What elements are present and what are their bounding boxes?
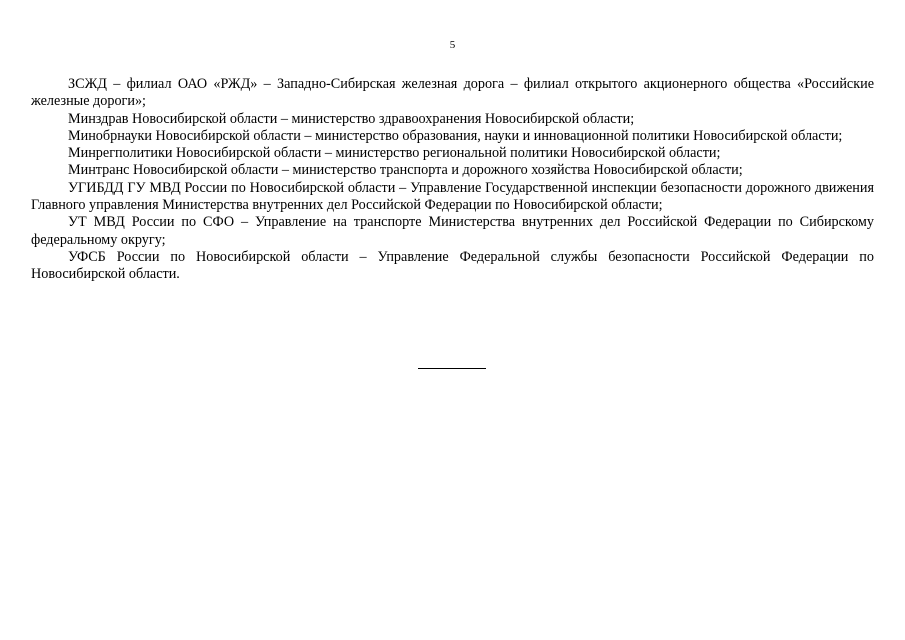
- paragraph-mintrans: Минтранс Новосибирской области – министерство транспорта и дорожного хозяйства Новосибирской области;: [68, 162, 743, 179]
- paragraph-zszhd: ЗСЖД – филиал ОАО «РЖД» – Западно-Сибирская железная дорога – филиал открытого акционерного общества «Российские железные дороги»;: [31, 76, 874, 110]
- paragraph-minzdrav: Минздрав Новосибирской области – министерство здравоохранения Новосибирской области;: [68, 110, 635, 127]
- paragraph-minregpolitiki: Минрегполитики Новосибирской области – министерство региональной политики Новосибирской области;: [68, 145, 721, 162]
- paragraph-ugibdd: УГИБДД ГУ МВД России по Новосибирской области – Управление Государственной инспекции безопасности дорожного движения Главного управления Министерства внутренних дел Российской Федерации по Новосибирской области;: [31, 179, 874, 214]
- abbreviations-list: [31, 76, 874, 284]
- paragraph-ufsb: УФСБ России по Новосибирской области – Управление Федеральной службы безопасности Российской Федерации по Новосибирской области.: [31, 248, 874, 283]
- end-rule: [418, 368, 486, 369]
- paragraph-ut-mvd: УТ МВД России по СФО – Управление на транспорте Министерства внутренних дел Российской Федерации по Сибирскому федеральному округу;: [31, 214, 874, 248]
- page-number: 5: [449, 39, 456, 51]
- paragraph-minobrnauki: Минобрнауки Новосибирской области – министерство образования, науки и инновационной политики Новосибирской области;: [68, 127, 843, 144]
